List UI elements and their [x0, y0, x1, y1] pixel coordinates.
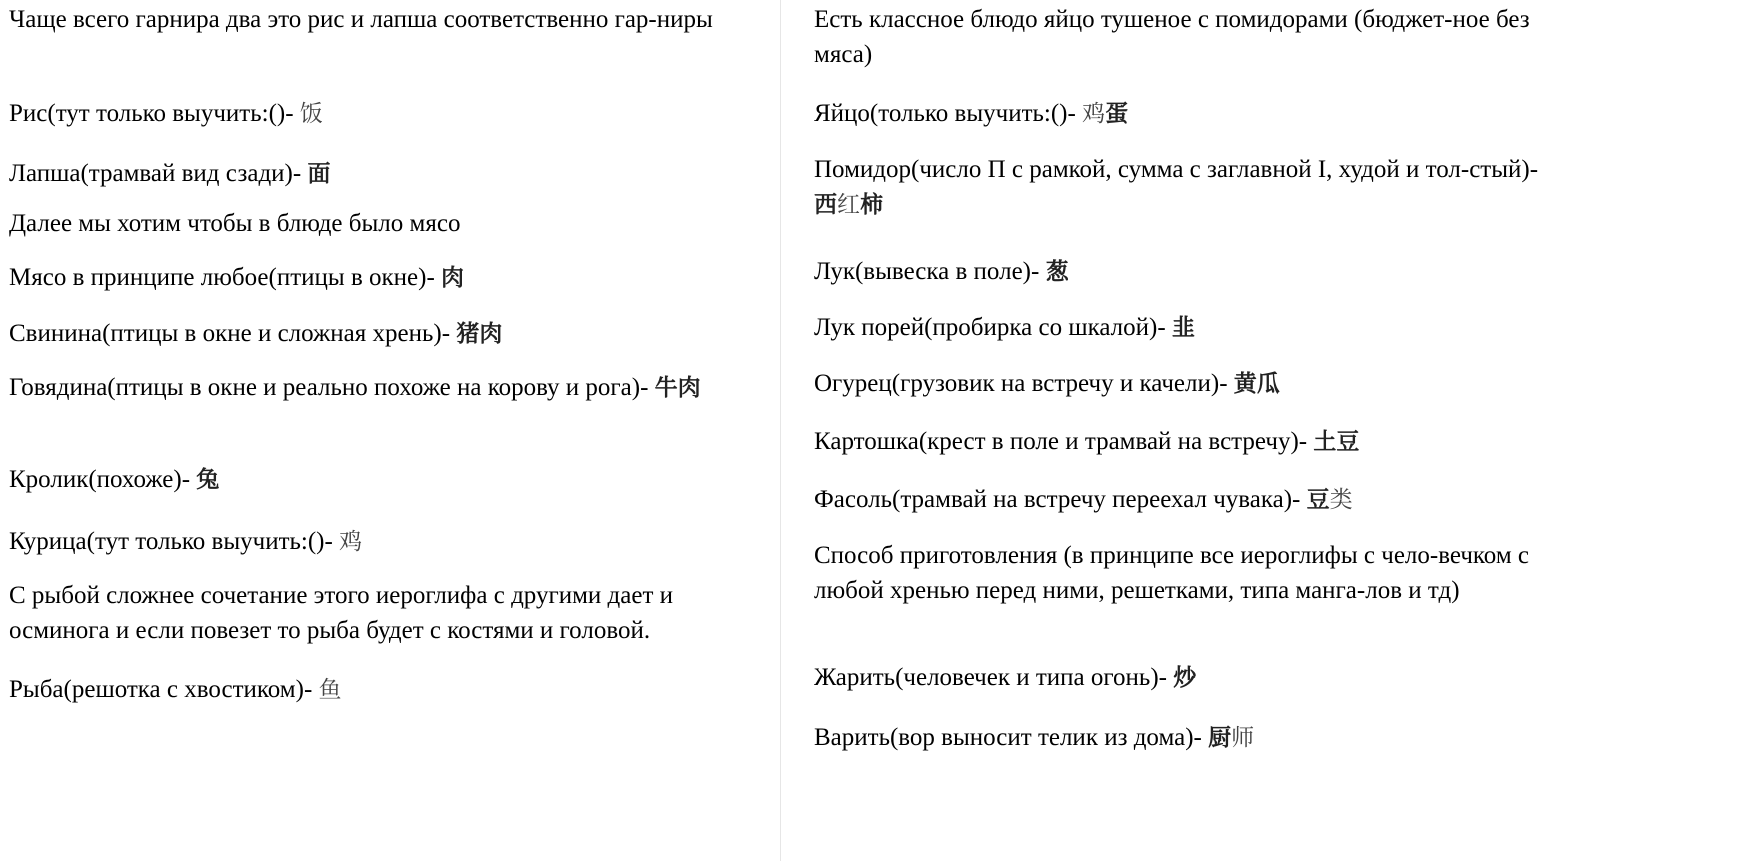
hanzi-egg-1: 鸡	[1082, 101, 1106, 127]
paragraph-potato: Картошка(крест в поле и трамвай на встречу)- 土豆	[814, 428, 1360, 455]
paragraph-beef: Говядина(птицы в окне и реально похоже на корову и рога)- 牛肉	[9, 374, 701, 401]
hanzi-beef: 牛肉	[654, 375, 701, 401]
paragraph-rabbit: Кролик(похоже)- 兔	[9, 466, 220, 493]
paragraph-tomato: Помидор(число П с рамкой, сумма с заглавной I, худой и тол-стый)- 西红柿	[814, 156, 1539, 218]
paragraph-meat-intro: Далее мы хотим чтобы в блюде было мясо	[9, 210, 461, 237]
hanzi-leek: 韭	[1171, 315, 1195, 341]
hanzi-beans-2: 类	[1329, 487, 1353, 513]
paragraph-meat: Мясо в принципе любое(птицы в окне)- 肉	[9, 264, 465, 291]
hanzi-fry: 炒	[1173, 665, 1197, 691]
paragraph-pork: Свинина(птицы в окне и сложная хрень)- 猪肉	[9, 320, 503, 347]
paragraph-rice: Рис(тут только выучить:()- 饭	[9, 100, 323, 127]
hanzi-tomato-2: 红	[837, 192, 860, 218]
paragraph-leek: Лук порей(пробирка со шкалой)- 韭	[814, 314, 1195, 341]
paragraph-fish-intro: С рыбой сложнее сочетание этого иероглифа с другими дает и осминога и если повезет то рыба будет с костями и головой.	[9, 582, 674, 644]
hanzi-boil-2: 师	[1231, 725, 1255, 751]
column-divider	[780, 0, 781, 861]
hanzi-potato: 土豆	[1313, 429, 1360, 455]
paragraph-fry: Жарить(человечек и типа огонь)- 炒	[814, 664, 1197, 691]
hanzi-fish: 鱼	[318, 677, 342, 703]
hanzi-onion: 葱	[1045, 259, 1069, 285]
hanzi-chicken: 鸡	[339, 529, 363, 555]
paragraph-egg-dish-intro: Есть классное блюдо яйцо тушеное с помидорами (бюджет-ное без мяса)	[814, 6, 1530, 68]
paragraph-egg: Яйцо(только выучить:()- 鸡蛋	[814, 100, 1129, 127]
hanzi-cucumber: 黄瓜	[1233, 371, 1280, 397]
paragraph-noodles: Лапша(трамвай вид сзади)- 面	[9, 160, 331, 187]
hanzi-tomato-3: 柿	[860, 192, 883, 218]
paragraph-fish: Рыба(решотка с хвостиком)- 鱼	[9, 676, 342, 703]
hanzi-boil-1: 厨	[1208, 725, 1232, 751]
paragraph-chicken: Курица(тут только выучить:()- 鸡	[9, 528, 363, 555]
paragraph-boil: Варить(вор выносит телик из дома)- 厨师	[814, 724, 1255, 751]
hanzi-beans-1: 豆	[1306, 487, 1330, 513]
paragraph-garnish-intro: Чаще всего гарнира два это рис и лапша соответственно гар-ниры	[9, 6, 713, 33]
hanzi-rabbit: 兔	[196, 467, 220, 493]
paragraph-cucumber: Огурец(грузовик на встречу и качели)- 黄瓜	[814, 370, 1280, 397]
hanzi-noodles: 面	[307, 161, 331, 187]
paragraph-cooking-methods: Способ приготовления (в принципе все иероглифы с чело-вечком с любой хренью перед ними, решетками, типа манга-лов и тд)	[814, 542, 1530, 604]
hanzi-rice: 饭	[299, 101, 323, 127]
paragraph-beans: Фасоль(трамвай на встречу переехал чувака)- 豆类	[814, 486, 1353, 513]
hanzi-meat: 肉	[441, 265, 465, 291]
hanzi-egg-2: 蛋	[1105, 101, 1129, 127]
paragraph-onion: Лук(вывеска в поле)- 葱	[814, 258, 1069, 285]
hanzi-tomato-1: 西	[814, 192, 837, 218]
hanzi-pork: 猪肉	[456, 321, 503, 347]
